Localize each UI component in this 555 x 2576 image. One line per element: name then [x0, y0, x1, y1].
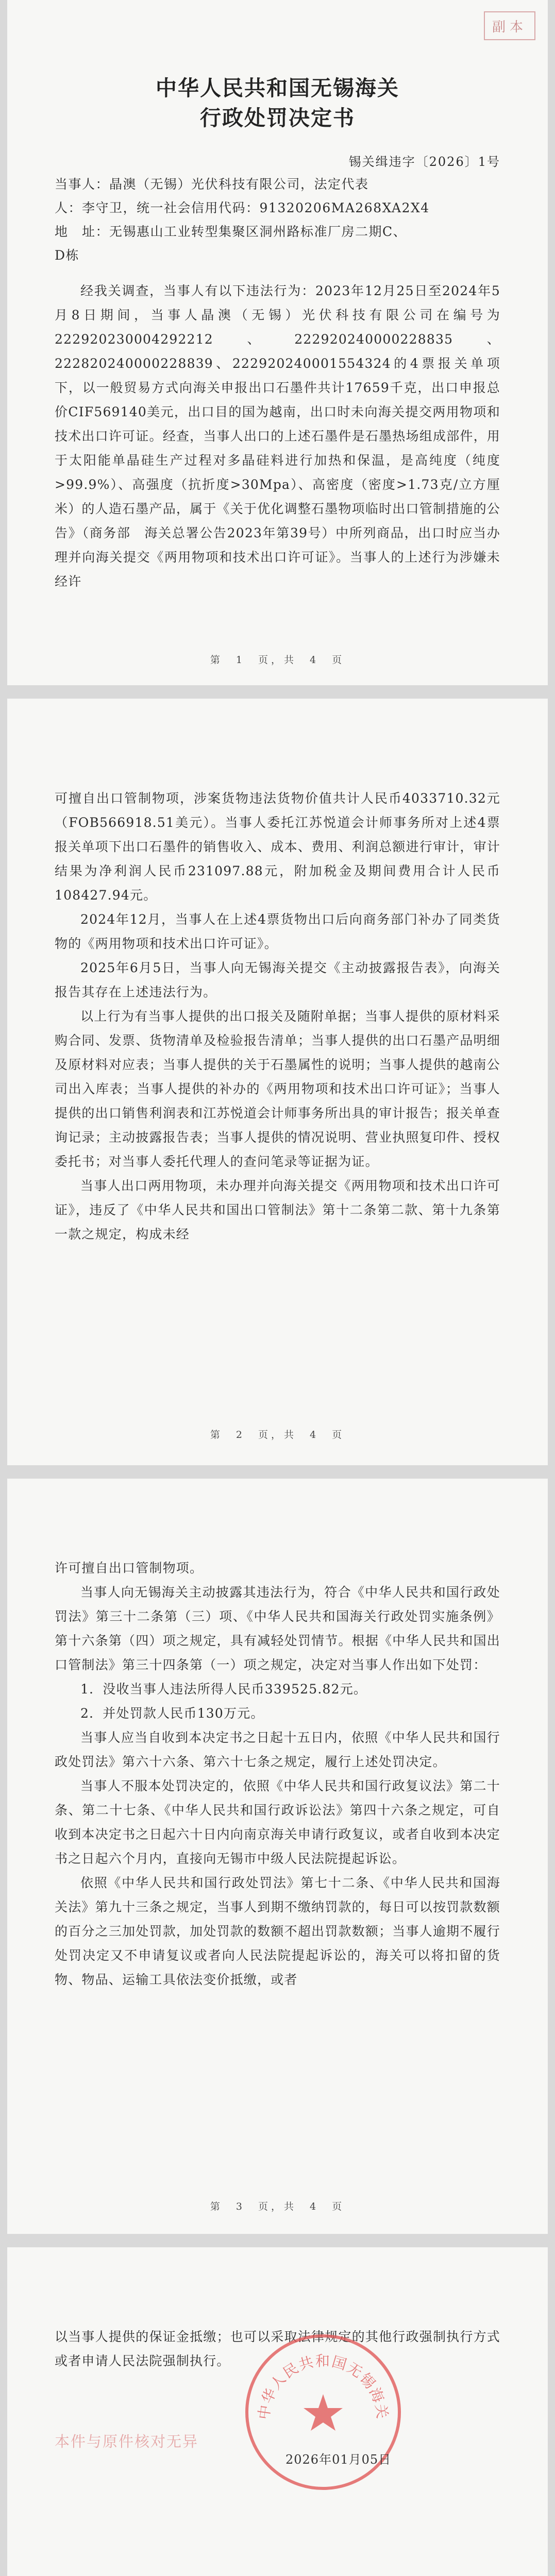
paragraph: 2．并处罚款人民币130万元。	[80, 1706, 264, 1721]
party-info	[55, 173, 500, 267]
official-seal-icon	[243, 2332, 403, 2492]
document-title-line1: 中华人民共和国无锡海关	[156, 76, 399, 100]
paragraph: 可擅自出口管制物项，涉案货物违法货物价值共计人民币4033710.32元（FOB566918.51美元）。当事人委托江苏悦道会计师事务所对上述4票报关单项下出口石墨件的销售收入、成本、费用、利润总额进行审计，审计结果为净利润人民币231097.88元，附加税金及期间费用合计人民币108427.94元。	[55, 791, 500, 903]
paragraph: 以上行为有当事人提供的出口报关及随附单据；当事人提供的原材料采购合同、发票、货物清单及检验报告清单；当事人提供的出口石墨产品明细及原材料对应表；当事人提供的关于石墨属性的说明；当事人提供的越南公司出入库表；当事人提供的补办的《两用物项和技术出口许可证》；当事人提供的出口销售利润表和江苏悦道会计师事务所出具的审计报告；报关单查询记录；主动披露报告表；当事人提供的情况说明、营业执照复印件、授权委托书；对当事人委托代理人的查问笔录等证据为证。	[55, 1009, 500, 1169]
party-line: D栋	[55, 248, 80, 263]
issue-date: 2026年01月05日	[285, 2452, 392, 2467]
party-line: 地 址：无锡惠山工业转型集聚区洞州路标准厂房二期C、	[55, 224, 407, 239]
paragraph: 当事人应当自收到本决定书之日起十五日内，依照《中华人民共和国行政处罚法》第六十六条、第六十七条之规定，履行上述处罚决定。	[55, 1730, 500, 1769]
document-page-2	[7, 699, 548, 1465]
paragraph: 经我关调查，当事人有以下违法行为：2023年12月25日至2024年5月8日期间，当事人晶澳（无锡）光伏科技有限公司在编号为222920230004292212、222920240000228835、222820240000228839、222920240001554324的4票报关单项下，以一般贸易方式向海关申报出口石墨件共计17659千克，出口申报总价CIF569140美元，出口目的国为越南，出口时未向海关提交两用物项和技术出口许可证。经查，当事人出口的上述石墨件是石墨热场组成部件，用于太阳能单晶硅生产过程对多晶硅料进行加热和保温，是高纯度（纯度>99.9%）、高强度（抗折度>30Mpa）、高密度（密度>1.73克/立方厘米）的人造石墨产品，属于《关于优化调整石墨物项临时出口管制措施的公告》（商务部 海关总署公告2023年第39号）中所列商品，出口时应当办理并向海关提交《两用物项和技术出口许可证》。当事人的上述行为涉嫌未经许	[55, 283, 500, 589]
page-content	[55, 699, 500, 1246]
svg-text:中华人民共和国无锡海关: 中华人民共和国无锡海关	[255, 2352, 391, 2421]
page-number: 第 3 页，共 4 页	[210, 2201, 345, 2212]
paragraph: 2024年12月，当事人在上述4票货物出口后向商务部门补办了同类货物的《两用物项和技术出口许可证》。	[55, 912, 500, 951]
page-content	[55, 1479, 500, 1992]
paragraph: 许可擅自出口管制物项。	[55, 1561, 204, 1575]
document-page-1	[7, 0, 548, 685]
paragraph: 依照《中华人民共和国行政处罚法》第七十二条、《中华人民共和国海关法》第九十三条之规定，当事人到期不缴纳罚款的，每日可以按罚款数额的百分之三加处罚款，加处罚款的数额不超出罚款数额；当事人逾期不履行处罚决定又不申请复议或者向人民法院提起诉讼的，海关可以将扣留的货物、物品、运输工具依法变价抵缴，或者	[55, 1875, 500, 1987]
paragraph: 以当事人提供的保证金抵缴；也可以采取法律规定的其他行政强制执行方式或者申请人民法院强制执行。	[55, 2329, 500, 2368]
party-line: 人：李守卫，统一社会信用代码：91320206MA268XA2X4	[55, 200, 430, 215]
verification-stamp: 本件与原件核对无异	[55, 2433, 199, 2450]
paragraph: 2025年6月5日，当事人向无锡海关提交《主动披露报告表》，向海关报告其存在上述违法行为。	[55, 960, 500, 999]
paragraph: 1．没收当事人违法所得人民币339525.82元。	[80, 1682, 367, 1697]
paragraph: 当事人向无锡海关主动披露其违法行为，符合《中华人民共和国行政处罚法》第三十二条第（三）项、《中华人民共和国海关行政处罚实施条例》第十六条第（四）项之规定，具有减轻处罚情节。根据《中华人民共和国出口管制法》第三十四条第（一）项之规定，决定对当事人作出如下处罚：	[55, 1585, 500, 1672]
copy-stamp-box: 副本	[484, 11, 535, 40]
document-title-line2: 行政处罚决定书	[200, 106, 355, 130]
paragraph: 当事人不服本处罚决定的，依照《中华人民共和国行政复议法》第二十条、第二十七条、《中华人民共和国行政诉讼法》第四十六条之规定，可自收到本决定书之日起六十日内向南京海关申请行政复议，或者自收到本决定书之日起六个月内，直接向无锡市中级人民法院提起诉讼。	[55, 1778, 500, 1866]
paragraph: 当事人出口两用物项，未办理并向海关提交《两用物项和技术出口许可证》，违反了《中华人民共和国出口管制法》第十二条第二款、第十九条第一款之规定，构成未经	[55, 1178, 500, 1242]
party-line: 当事人：晶澳（无锡）光伏科技有限公司，法定代表	[55, 177, 369, 192]
document-page-3	[7, 1479, 548, 2234]
page-number: 第 1 页，共 4 页	[210, 654, 345, 666]
page-number: 第 2 页，共 4 页	[210, 1429, 345, 1440]
document-page-4	[7, 2247, 548, 2576]
document-number: 锡关缉违字〔2026〕1号	[348, 155, 500, 169]
